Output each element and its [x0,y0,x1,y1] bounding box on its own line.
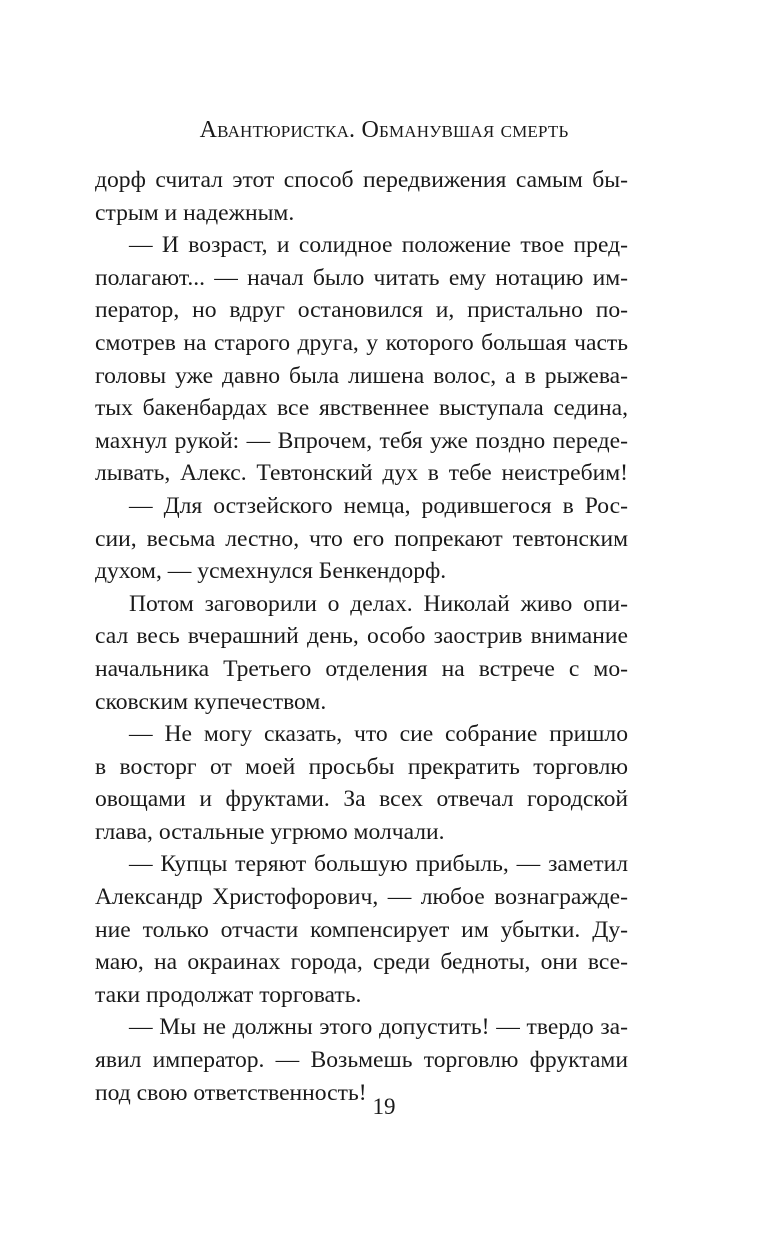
text-line: глава, остальные угрюмо молчали. [95,818,445,845]
text-line: лывать, Алекс. Тевтонский дух в тебе неистребим! [95,460,628,487]
text-line: стрым и надежным. [95,199,295,226]
text-line: под свою ответственность! [95,1079,367,1106]
text-line: Потом заговорили о делах. Николай живо опи- [129,590,628,617]
text-line: таки продолжат торговать. [95,981,362,1008]
running-head: Авантюристка. Обманувшая смерть [199,117,569,143]
text-line: ператор, но вдруг остановился и, пристально по- [95,297,628,324]
text-line: сковским купечеством. [95,688,327,715]
text-line: маю, на окраинах города, среди бедноты, они все- [95,949,628,976]
page-number: 19 [372,1094,396,1119]
text-line: — Для остзейского немца, родившегося в Рос- [129,492,628,519]
text-line: Александр Христофорович, — любое вознагражде- [95,884,628,911]
text-line: сии, весьма лестно, что его попрекают тевтонским [95,525,628,552]
text-line: овощами и фруктами. За всех отвечал городской [95,786,628,813]
text-line: духом, — усмехнулся Бенкендорф. [95,558,447,585]
text-line: начальника Третьего отделения на встрече с мо- [95,655,628,682]
text-line: полагают... — начал было читать ему нотацию им- [95,264,628,291]
text-line: смотрев на старого друга, у которого большая часть [95,329,628,356]
text-line: в восторг от моей просьбы прекратить торговлю [95,753,628,780]
text-line: махнул рукой: — Впрочем, тебя уже поздно переде- [95,427,628,454]
text-line: — Мы не должны этого допустить! — твердо за- [129,1014,628,1041]
body-text [95,164,628,1109]
text-line: ние только отчасти компенсирует им убытки. Ду- [95,916,628,943]
text-line: сал весь вчерашний день, особо заострив внимание [95,623,628,650]
text-line: головы уже давно была лишена волос, а в рыжева- [95,362,628,389]
text-line: — Не могу сказать, что сие собрание пришло [129,721,628,748]
text-line: — Купцы теряют большую прибыль, — заметил [129,851,628,878]
text-line: дорф считал этот способ передвижения самым бы- [95,167,628,193]
text-line: — И возраст, и солидное положение твое пред- [129,232,628,259]
text-line: тых бакенбардах все явственнее выступала седина, [95,395,628,422]
text-line: явил император. — Возьмешь торговлю фруктами [95,1047,628,1074]
